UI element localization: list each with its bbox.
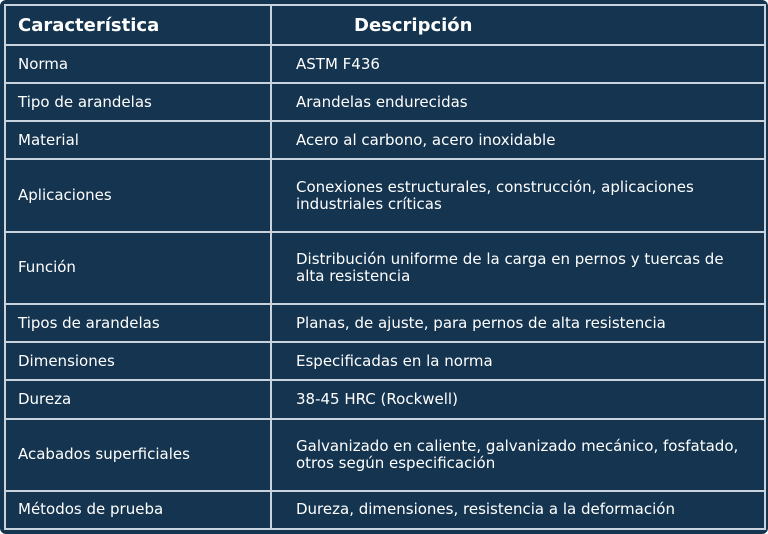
table-row bbox=[5, 232, 765, 304]
row-characteristic: Tipo de arandelas bbox=[5, 83, 271, 121]
row-description: Arandelas endurecidas bbox=[271, 83, 765, 121]
table-row bbox=[5, 83, 765, 121]
row-characteristic: Acabados superficiales bbox=[5, 419, 271, 491]
header-characteristic: Característica bbox=[5, 5, 271, 45]
row-characteristic: Dimensiones bbox=[5, 342, 271, 380]
specifications-table bbox=[4, 4, 766, 530]
row-characteristic: Norma bbox=[5, 45, 271, 83]
row-description: 38-45 HRC (Rockwell) bbox=[271, 380, 765, 418]
row-description: Conexiones estructurales, construcción, aplicaciones industriales críticas bbox=[271, 159, 765, 231]
row-characteristic: Función bbox=[5, 232, 271, 304]
table-row bbox=[5, 380, 765, 418]
row-description: Planas, de ajuste, para pernos de alta resistencia bbox=[271, 304, 765, 342]
row-characteristic: Tipos de arandelas bbox=[5, 304, 271, 342]
header-row bbox=[5, 5, 765, 45]
row-characteristic: Métodos de prueba bbox=[5, 491, 271, 529]
table-row bbox=[5, 419, 765, 491]
row-description: Dureza, dimensiones, resistencia a la deformación bbox=[271, 491, 765, 529]
row-description: Distribución uniforme de la carga en pernos y tuercas de alta resistencia bbox=[271, 232, 765, 304]
row-characteristic: Dureza bbox=[5, 380, 271, 418]
table-row bbox=[5, 45, 765, 83]
table-row bbox=[5, 342, 765, 380]
table-row bbox=[5, 159, 765, 231]
header-description: Descripción bbox=[271, 5, 765, 45]
row-description: Acero al carbono, acero inoxidable bbox=[271, 121, 765, 159]
row-description: Especificadas en la norma bbox=[271, 342, 765, 380]
row-description: ASTM F436 bbox=[271, 45, 765, 83]
row-description: Galvanizado en caliente, galvanizado mecánico, fosfatado, otros según especificación bbox=[271, 419, 765, 491]
row-characteristic: Aplicaciones bbox=[5, 159, 271, 231]
row-characteristic: Material bbox=[5, 121, 271, 159]
table-row bbox=[5, 304, 765, 342]
table-row bbox=[5, 121, 765, 159]
table-row bbox=[5, 491, 765, 529]
